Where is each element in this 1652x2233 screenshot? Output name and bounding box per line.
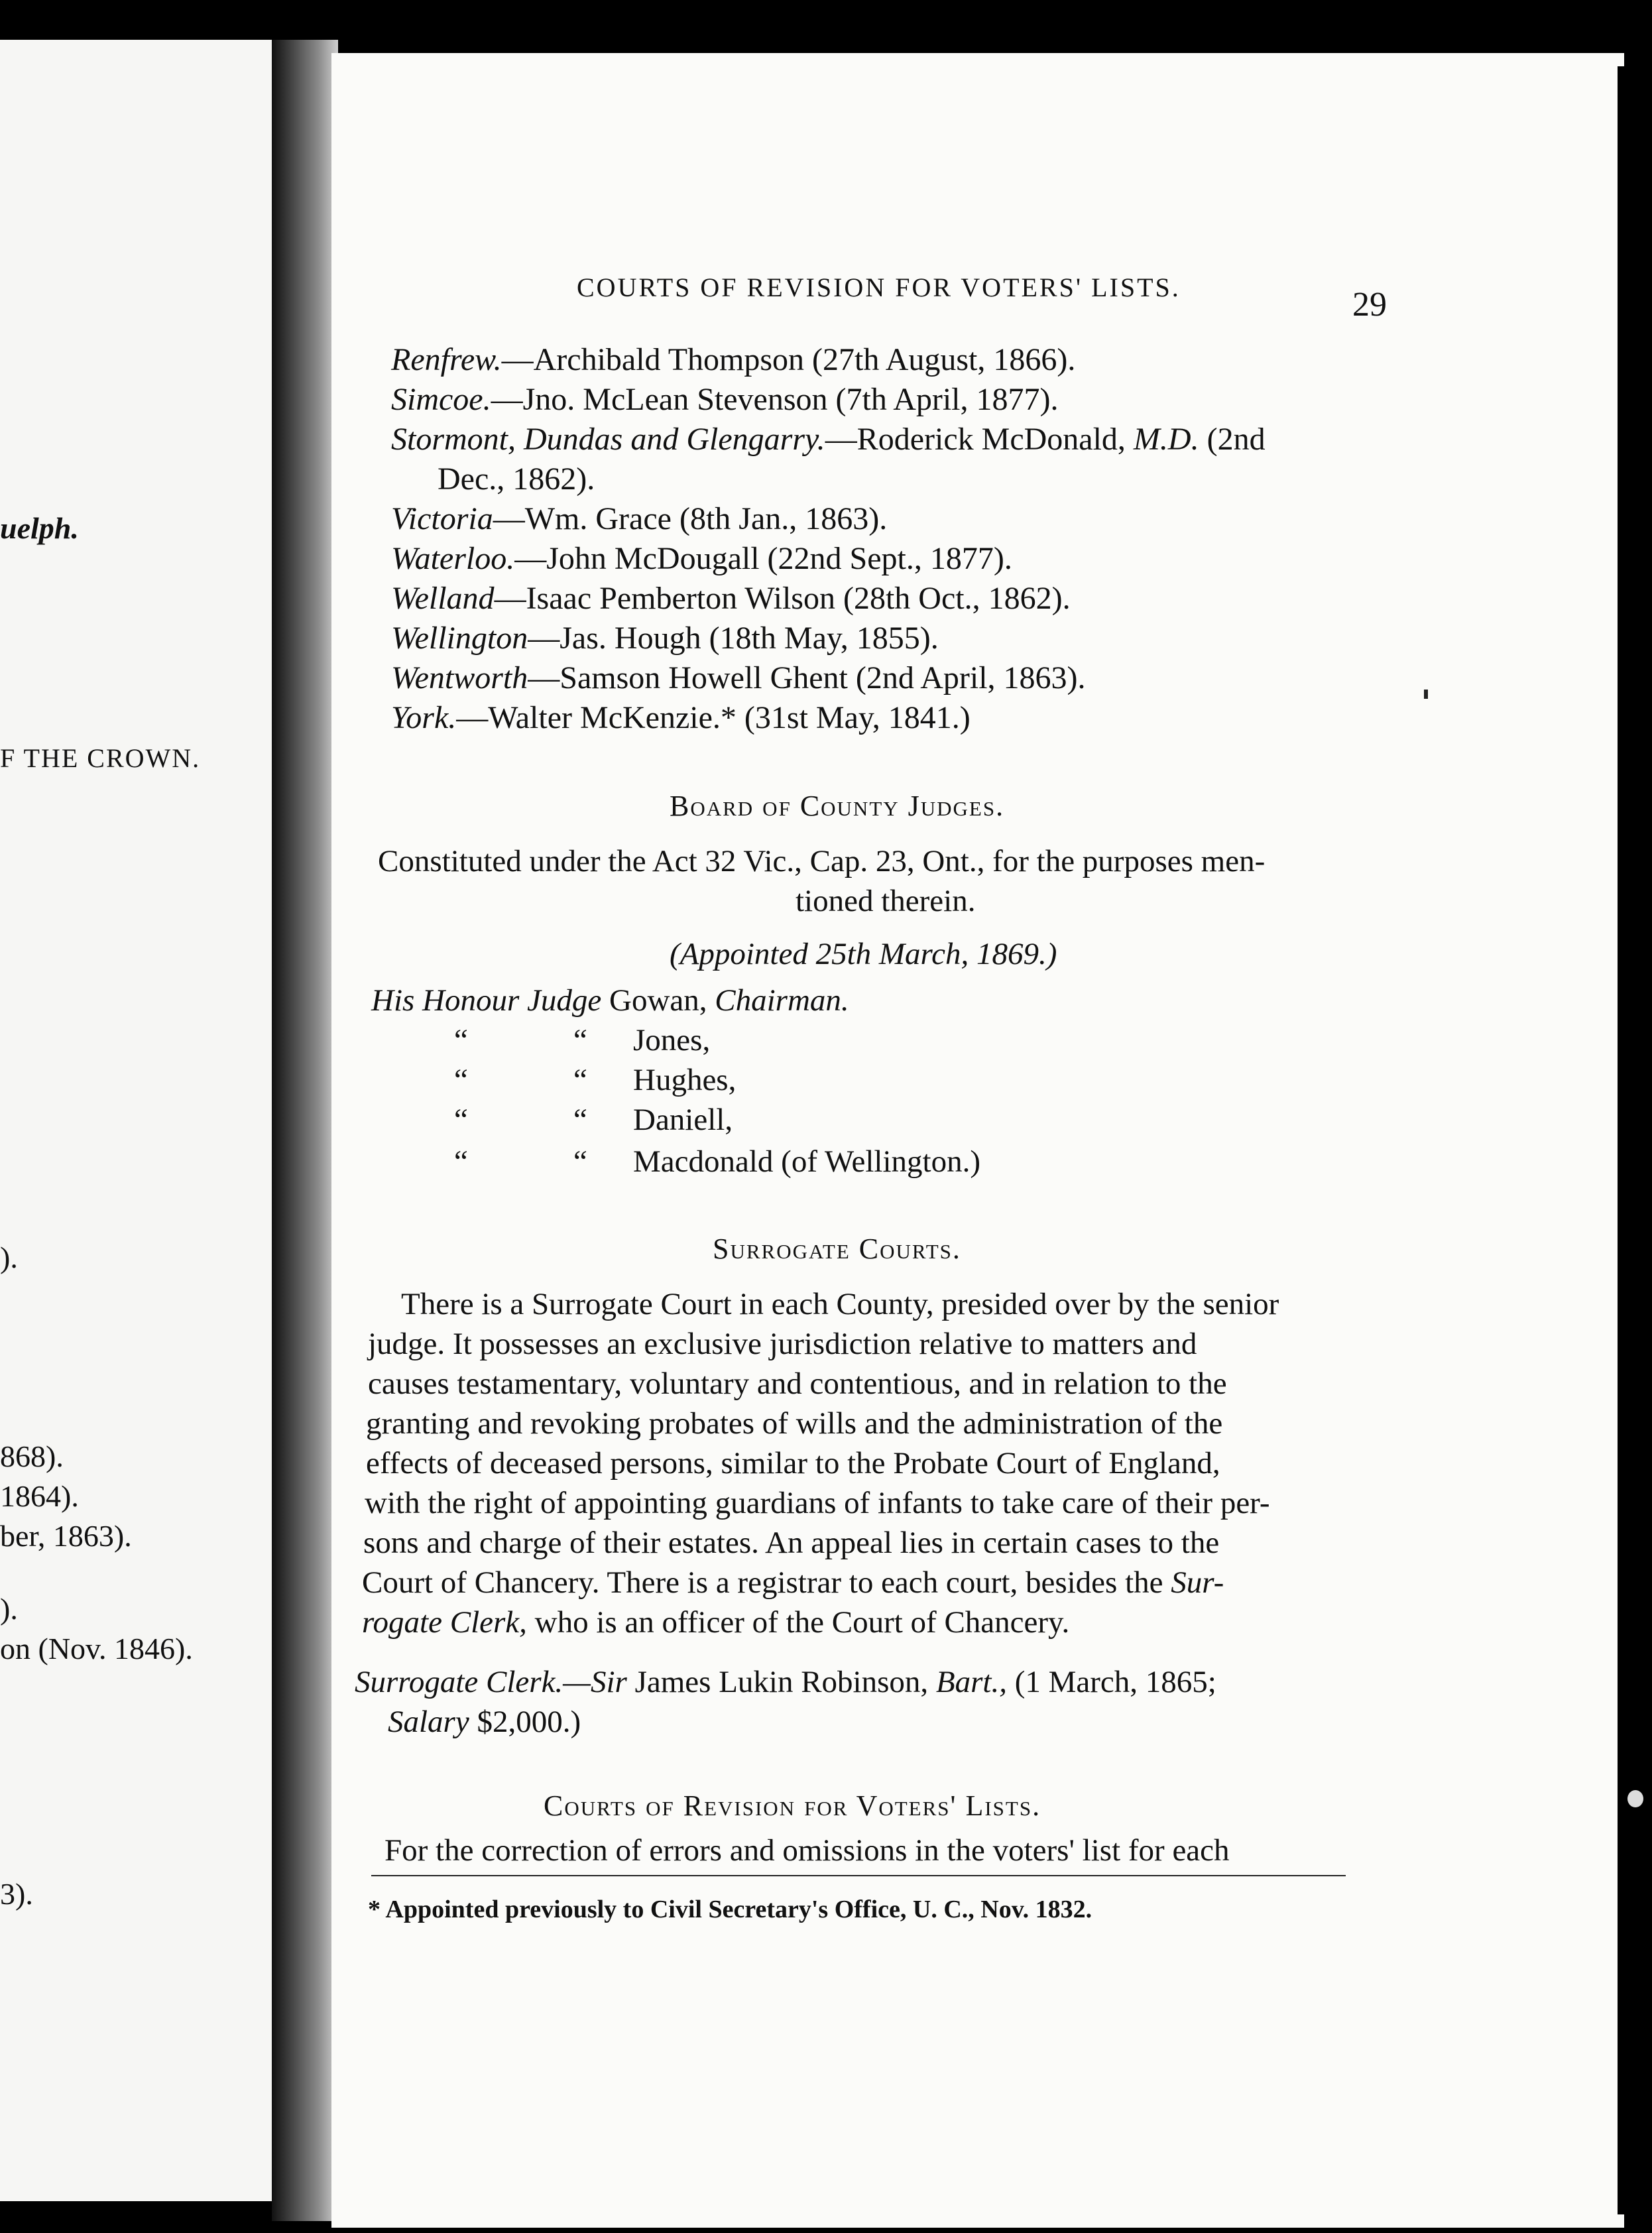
surrogate-paragraph-line xyxy=(362,1565,1224,1600)
surrogate-paragraph-line: causes testamentary, voluntary and contentious, and in relation to the xyxy=(368,1366,1227,1401)
entry-simcoe xyxy=(391,381,1059,418)
county-name: Stormont, Dundas and Glengarry. xyxy=(391,422,825,457)
degree: M.D. xyxy=(1133,422,1199,457)
board-constituted-line: tioned therein. xyxy=(796,884,976,918)
judge-name: Hughes, xyxy=(633,1063,737,1097)
entry-text: —Archibald Thompson (27th August, 1866). xyxy=(501,342,1076,377)
clerk-name: James Lukin Robinson, xyxy=(626,1665,936,1699)
clerk-label: Surrogate Clerk.—Sir xyxy=(355,1665,627,1699)
entry-wellington xyxy=(391,620,939,656)
entry-text: —Isaac Pemberton Wilson (28th Oct., 1862). xyxy=(494,581,1071,616)
surrogate-paragraph-line: effects of deceased persons, similar to the Probate Court of England, xyxy=(366,1446,1220,1480)
left-fragment: F THE CROWN. xyxy=(0,743,201,773)
book-gutter xyxy=(272,40,338,2221)
left-fragment: 868). xyxy=(0,1439,64,1473)
county-name: Waterloo. xyxy=(391,541,515,576)
entry-york xyxy=(391,699,971,736)
entry-text: —Wm. Grace (8th Jan., 1863). xyxy=(493,501,888,536)
entry-stormont xyxy=(391,421,1266,457)
paragraph-text: Court of Chancery. There is a registrar to each court, besides the xyxy=(362,1565,1171,1600)
paragraph-italic: Sur- xyxy=(1171,1565,1224,1600)
footnote: * Appointed previously to Civil Secretary's Office, U. C., Nov. 1832. xyxy=(368,1896,1092,1923)
left-fragment: 3). xyxy=(0,1877,33,1911)
salary-label: Salary xyxy=(388,1705,469,1739)
entry-renfrew xyxy=(391,341,1075,378)
ditto-mark: “ xyxy=(454,1144,468,1179)
entry-wentworth xyxy=(391,660,1086,696)
board-appointed: (Appointed 25th March, 1869.) xyxy=(670,937,1057,971)
entry-text: —Roderick McDonald, xyxy=(825,422,1134,457)
surrogate-clerk-line xyxy=(355,1664,1216,1700)
surrogate-paragraph-line: with the right of appointing guardians of infants to take care of their per- xyxy=(365,1486,1270,1520)
county-name: Victoria xyxy=(391,501,493,536)
ditto-mark: “ xyxy=(573,1103,587,1137)
left-fragment: uelph. xyxy=(0,511,79,545)
entry-text: (2nd xyxy=(1199,422,1266,457)
entry-waterloo xyxy=(391,540,1012,577)
paragraph-text: who is an officer of the Court of Chancery. xyxy=(526,1605,1070,1640)
surrogate-paragraph-line: There is a Surrogate Court in each County, presided over by the senior xyxy=(401,1287,1279,1321)
judge-name: Macdonald (of Wellington.) xyxy=(633,1144,980,1179)
entry-text: —Walter McKenzie.* (31st May, 1841.) xyxy=(456,700,971,735)
judge-prefix: His Honour Judge xyxy=(371,983,602,1018)
entry-text: —Jas. Hough (18th May, 1855). xyxy=(528,621,939,656)
surrogate-heading: Surrogate Courts. xyxy=(713,1233,961,1265)
entry-text: —John McDougall (22nd Sept., 1877). xyxy=(514,541,1012,576)
footnote-rule xyxy=(371,1875,1346,1876)
board-constituted-line: Constituted under the Act 32 Vic., Cap. 23, Ont., for the purposes men- xyxy=(378,844,1266,878)
salary-value: $2,000.) xyxy=(469,1705,581,1739)
scan-speck xyxy=(1627,1790,1643,1807)
scan-speck xyxy=(1424,690,1428,699)
ditto-mark: “ xyxy=(454,1023,468,1057)
clerk-bart: Bart., xyxy=(935,1665,1007,1699)
page-number: 29 xyxy=(1352,286,1387,324)
ditto-mark: “ xyxy=(454,1103,468,1137)
surrogate-paragraph-line: judge. It possesses an exclusive jurisdiction relative to matters and xyxy=(368,1327,1197,1361)
revision-first-line: For the correction of errors and omissions in the voters' list for each xyxy=(384,1833,1230,1868)
county-name: Simcoe. xyxy=(391,382,491,417)
entry-continuation: Dec., 1862). xyxy=(438,461,595,497)
board-heading: Board of County Judges. xyxy=(670,790,1005,822)
left-fragment: ber, 1863). xyxy=(0,1519,132,1553)
left-fragment: ). xyxy=(0,1240,18,1274)
surrogate-paragraph-line: granting and revoking probates of wills and the administration of the xyxy=(366,1406,1223,1441)
page-edge xyxy=(1618,66,1652,2214)
clerk-date: (1 March, 1865; xyxy=(1006,1665,1216,1699)
revision-heading: Courts of Revision for Voters' Lists. xyxy=(544,1789,1041,1822)
ditto-mark: “ xyxy=(573,1144,587,1179)
judge-name: Jones, xyxy=(633,1023,711,1057)
left-fragment: 1864). xyxy=(0,1479,79,1513)
surrogate-paragraph-line xyxy=(362,1604,1069,1640)
left-fragment: ). xyxy=(0,1592,18,1626)
county-name: Wentworth xyxy=(391,660,528,695)
running-head: COURTS OF REVISION FOR VOTERS' LISTS. xyxy=(577,272,1181,302)
left-fragment: on (Nov. 1846). xyxy=(0,1632,193,1665)
surrogate-salary-line xyxy=(388,1704,581,1740)
paragraph-italic: rogate Clerk, xyxy=(362,1605,527,1640)
county-name: Renfrew. xyxy=(391,342,502,377)
board-chairman-line xyxy=(371,983,849,1018)
ditto-mark: “ xyxy=(573,1063,587,1097)
entry-victoria xyxy=(391,501,887,537)
county-name: York. xyxy=(391,700,457,735)
chairman-name: Gowan, xyxy=(609,983,707,1018)
ditto-mark: “ xyxy=(454,1063,468,1097)
chairman-title: Chairman. xyxy=(715,983,849,1018)
judge-name: Daniell, xyxy=(633,1103,733,1137)
previous-page xyxy=(0,40,272,2201)
county-name: Welland xyxy=(391,581,495,616)
ditto-mark: “ xyxy=(573,1023,587,1057)
entry-welland xyxy=(391,580,1071,617)
entry-text: —Samson Howell Ghent (2nd April, 1863). xyxy=(528,660,1086,695)
entry-text: —Jno. McLean Stevenson (7th April, 1877). xyxy=(491,382,1059,417)
surrogate-paragraph-line: sons and charge of their estates. An appeal lies in certain cases to the xyxy=(363,1526,1220,1560)
county-name: Wellington xyxy=(391,621,528,656)
